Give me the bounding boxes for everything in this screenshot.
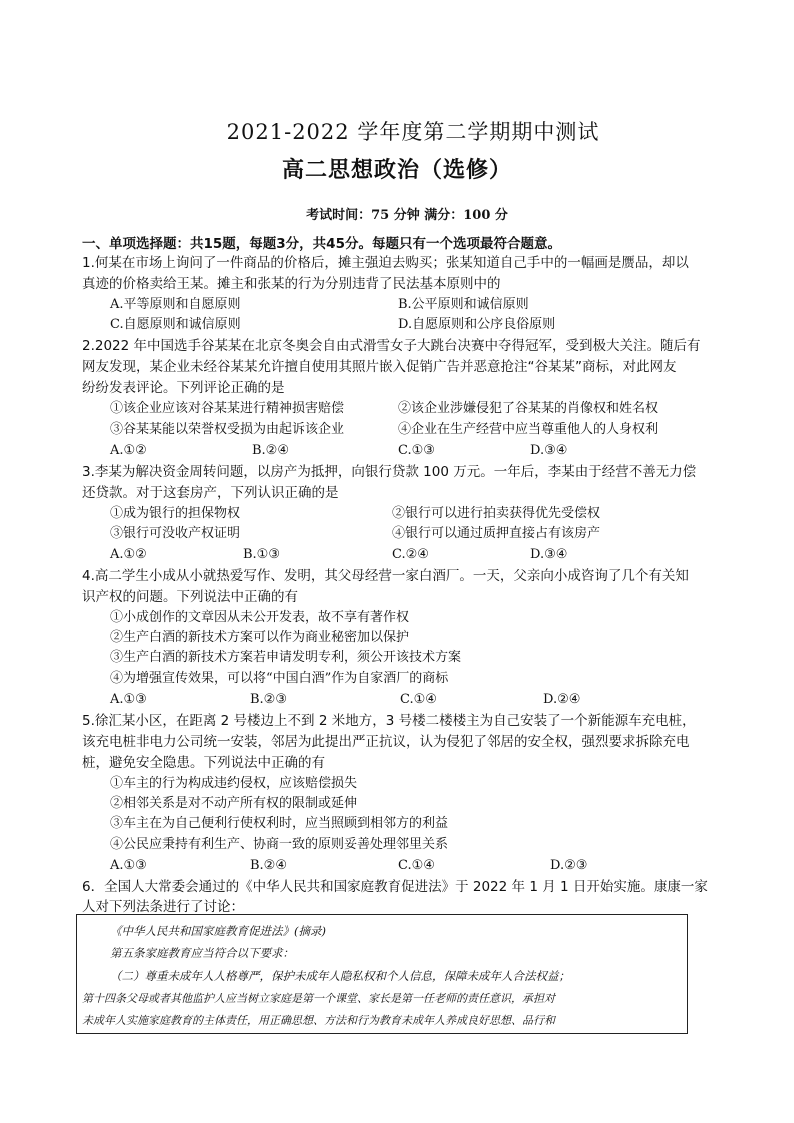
q4-statement-1: ①小成创作的文章因从未公开发表，故不享有著作权 <box>110 610 410 625</box>
q2-option-b: B.②④ <box>252 443 289 458</box>
q5-stem-line: 该充电桩非电力公司统一安装，邻居为此提出严正抗议，认为侵犯了邻居的安全权，强烈要求拆除充电 <box>82 734 690 750</box>
q1-option-d: D.自愿原则和公序良俗原则 <box>398 317 556 332</box>
q4-stem-line: 4.高二学生小成从小就热爱写作、发明，其父母经营一家白酒厂。一天，父亲向小成咨询了几个有关知 <box>82 568 689 584</box>
q3-statement-2: ②银行可以进行拍卖获得优先受偿权 <box>392 506 601 521</box>
q5-statement-1: ①车主的行为构成违约侵权，应该赔偿损失 <box>110 776 358 791</box>
exam-subtitle: 高二思想政治（选修） <box>281 157 512 183</box>
q3-statement-4: ④银行可以通过质押直接占有该房产 <box>392 526 601 541</box>
q1-option-b: B.公平原则和诚信原则 <box>398 297 529 312</box>
q2-statement-3: ③谷某某能以荣誉权受损为由起诉该企业 <box>110 422 345 437</box>
q3-stem-line: 还贷款。对于这套房产，下列认识正确的是 <box>82 485 339 501</box>
law-excerpt-line: （二）尊重未成年人人格尊严，保护未成年人隐私权和个人信息，保障未成年人合法权益； <box>110 969 570 983</box>
q5-stem-line: 桩，避免安全隐患。下列说法中正确的有 <box>82 755 325 771</box>
q1-option-a: A.平等原则和自愿原则 <box>110 297 241 312</box>
q5-statement-2: ②相邻关系是对不动产所有权的限制或延伸 <box>110 796 358 811</box>
q1-stem-line: 真迹的价格卖给王某。摊主和张某的行为分别违背了民法基本原则中的 <box>82 276 501 292</box>
q1-option-c: C.自愿原则和诚信原则 <box>110 317 241 332</box>
q4-statement-4: ④为增强宣传效果，可以将“中国白酒”作为自家酒厂的商标 <box>110 671 449 686</box>
q2-option-c: C.①③ <box>398 443 435 458</box>
q3-stem-line: 3.李某为解决资金周转问题，以房产为抵押，向银行贷款 100 万元。一年后，李某由于经营不善无力偿 <box>82 464 697 480</box>
exam-info: 考试时间：75 分钟 满分：100 分 <box>306 208 508 223</box>
q5-statement-4: ④公民应秉持有利生产、协商一致的原则妥善处理邻里关系 <box>110 837 449 852</box>
q3-statement-3: ③银行可没收产权证明 <box>110 526 241 541</box>
q2-option-d: D.③④ <box>530 443 568 458</box>
q6-stem-line: 6．全国人大常委会通过的《中华人民共和国家庭教育促进法》于 2022 年 1 月 1 日开始实施。康康一家 <box>82 879 708 895</box>
q2-option-a: A.①② <box>110 443 147 458</box>
q4-option-a: A.①③ <box>110 692 147 707</box>
q4-option-d: D.②④ <box>543 692 581 707</box>
q4-statement-2: ②生产白酒的新技术方案可以作为商业秘密加以保护 <box>110 630 410 645</box>
q2-stem-line: 纷纷发表评论。下列评论正确的是 <box>82 380 285 396</box>
q2-stem-line: 网友发现，某企业未经谷某某允许擅自使用其照片嵌入促销广告并恶意抢注“谷某某”商标，对此网友 <box>82 359 677 375</box>
q3-option-b: B.①③ <box>243 547 280 562</box>
exam-title: 2021-2022 学年度第二学期期中测试 <box>226 120 600 144</box>
q3-option-d: D.③④ <box>530 547 568 562</box>
law-excerpt-title: 《中华人民共和国家庭教育促进法》(摘录) <box>110 924 326 938</box>
q4-stem-line: 识产权的问题。下列说法中正确的有 <box>82 589 298 605</box>
q4-statement-3: ③生产白酒的新技术方案若申请发明专利，须公开该技术方案 <box>110 650 462 665</box>
q2-statement-1: ①该企业应该对谷某某进行精神损害赔偿 <box>110 401 345 416</box>
q3-option-c: C.②④ <box>392 547 429 562</box>
section-heading: 一、单项选择题：共15题，每题3分，共45分。每题只有一个选项最符合题意。 <box>82 236 561 252</box>
q2-statement-2: ②该企业涉嫌侵犯了谷某某的肖像权和姓名权 <box>398 401 659 416</box>
law-excerpt-line: 未成年人实施家庭教育的主体责任，用正确思想、方法和行为教育未成年人养成良好思想、品行和 <box>82 1014 555 1027</box>
q5-option-a: A.①③ <box>110 858 147 873</box>
q2-stem-line: 2.2022 年中国选手谷某某在北京冬奥会自由式滑雪女子大跳台决赛中夺得冠军，受到极大关注。随后有 <box>82 338 701 354</box>
q6-stem-line: 人对下列法条进行了讨论： <box>82 899 244 915</box>
q5-option-b: B.②④ <box>250 858 287 873</box>
q5-option-d: D.②③ <box>550 858 588 873</box>
q4-option-c: C.①④ <box>400 692 437 707</box>
q2-statement-4: ④企业在生产经营中应当尊重他人的人身权利 <box>398 422 659 437</box>
q5-option-c: C.①④ <box>398 858 435 873</box>
law-excerpt-line: 第十四条父母或者其他监护人应当树立家庭是第一个课堂、家长是第一任老师的责任意识，承担对 <box>82 992 555 1005</box>
q5-statement-3: ③车主在为自己便利行使权利时，应当照顾到相邻方的利益 <box>110 816 449 831</box>
q3-statement-1: ①成为银行的担保物权 <box>110 506 241 521</box>
q4-option-b: B.②③ <box>250 692 287 707</box>
q1-stem-line: 1.何某在市场上询问了一件商品的价格后，摊主强迫去购买；张某知道自己手中的一幅画是赝品，却以 <box>82 255 689 271</box>
q3-option-a: A.①② <box>110 547 147 562</box>
q5-stem-line: 5.徐汇某小区，在距离 2 号楼边上不到 2 米地方，3 号楼二楼楼主为自己安装了一个新能源车充电桩， <box>82 713 696 729</box>
law-excerpt-line: 第五条家庭教育应当符合以下要求： <box>110 946 294 960</box>
